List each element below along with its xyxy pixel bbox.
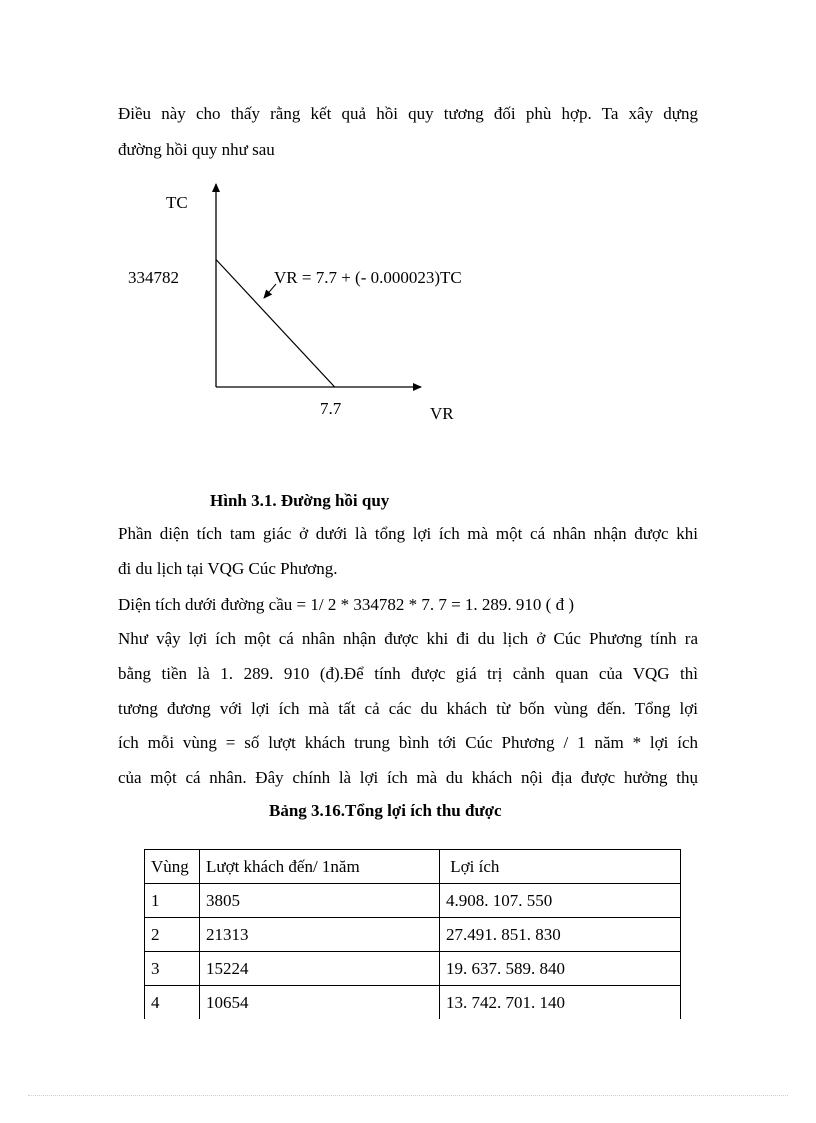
cell-benefit: 4.908. 107. 550: [440, 884, 681, 918]
table-caption: Bảng 3.16.Tổng lợi ích thu được: [269, 801, 502, 820]
body-p3-line-1: Như vậy lợi ích một cá nhân nhận được khi đi du lịch ở Cúc Phương tính ra: [118, 629, 698, 648]
table-row: [145, 986, 681, 1020]
body-p1-line-1: Phần diện tích tam giác ở dưới là tổng lợi ích mà một cá nhân nhận được khi: [118, 524, 698, 543]
x-axis-label: VR: [430, 404, 454, 423]
cell-visitors: 21313: [200, 918, 440, 952]
body-p1-line-2: đi du lịch tại VQG Cúc Phương.: [118, 559, 338, 578]
cell-visitors: 3805: [200, 884, 440, 918]
y-axis-label: TC: [166, 193, 188, 212]
body-p2: Diện tích dưới đường cầu = 1/ 2 * 334782 * 7. 7 = 1. 289. 910 ( đ ): [118, 595, 574, 614]
cell-region: 1: [145, 884, 200, 918]
cell-region: 4: [145, 986, 200, 1020]
regression-annotation: VR = 7.7 + (- 0.000023)TC: [274, 268, 462, 287]
table-row: [145, 952, 681, 986]
header-benefit: Lợi ích: [440, 850, 681, 884]
intro-line-2: đường hồi quy như sau: [118, 140, 275, 159]
page-bottom-rule: [28, 1095, 788, 1096]
header-visitors: Lượt khách đến/ 1năm: [200, 850, 440, 884]
body-p3-line-4: ích mỗi vùng = số lượt khách trung bình tới Cúc Phương / 1 năm * lợi ích: [118, 733, 698, 752]
table-header-row: [145, 850, 681, 884]
cell-visitors: 10654: [200, 986, 440, 1020]
figure-caption: Hình 3.1. Đường hồi quy: [210, 491, 390, 510]
table-row: [145, 884, 681, 918]
table-row: [145, 918, 681, 952]
cell-visitors: 15224: [200, 952, 440, 986]
cell-region: 2: [145, 918, 200, 952]
body-p3-line-2: bằng tiền là 1. 289. 910 (đ).Để tính được giá trị cảnh quan của VQG thì: [118, 664, 698, 683]
x-intercept-label: 7.7: [320, 399, 342, 418]
intro-line-1: Điều này cho thấy rằng kết quả hồi quy tương đối phù hợp. Ta xây dựng: [118, 104, 698, 123]
body-p3-line-3: tương đương với lợi ích mà tất cả các du khách từ bốn vùng đến. Tổng lợi: [118, 699, 698, 718]
regression-chart: [0, 0, 816, 470]
body-p3-line-5: của một cá nhân. Đây chính là lợi ích mà du khách nội địa được hưởng thụ: [118, 768, 698, 787]
cell-benefit: 27.491. 851. 830: [440, 918, 681, 952]
header-region: Vùng: [145, 850, 200, 884]
cell-benefit: 19. 637. 589. 840: [440, 952, 681, 986]
cell-region: 3: [145, 952, 200, 986]
y-intercept-label: 334782: [128, 268, 179, 287]
benefit-table: [144, 849, 681, 1019]
cell-benefit: 13. 742. 701. 140: [440, 986, 681, 1020]
